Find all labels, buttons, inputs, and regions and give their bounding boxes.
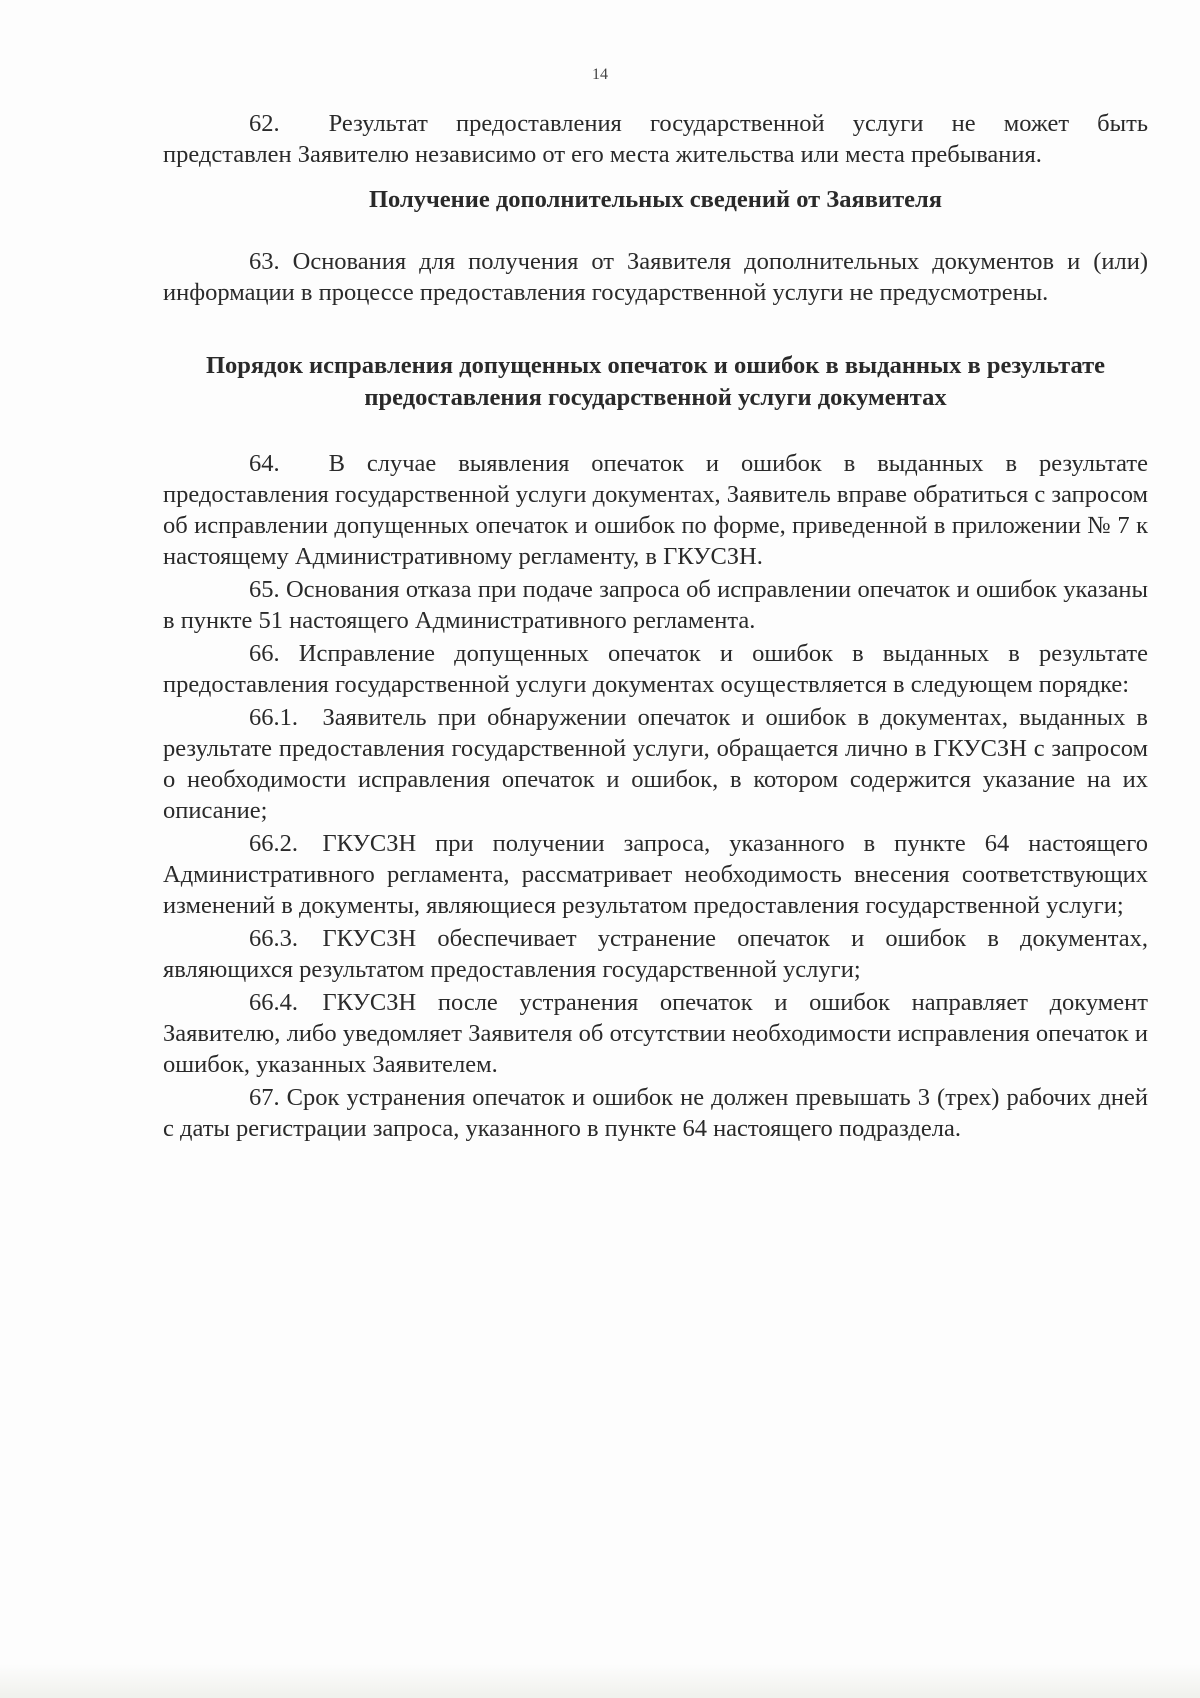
paragraph-66-3: 66.3. ГКУСЗН обеспечивает устранение опечаток и ошибок в документах, являющихся результатом предоставления государственной услуги; <box>163 925 1148 983</box>
paragraph-66: 66. Исправление допущенных опечаток и ошибок в выданных в результате предоставления государственной услуги документах осуществляется в следующем порядке: <box>163 640 1148 698</box>
section-heading-error-correction: Порядок исправления допущенных опечаток и ошибок в выданных в результате предоставления государственной услуги документах <box>205 352 1106 411</box>
document-body <box>163 108 1148 1144</box>
paragraph-62: 62. Результат предоставления государственной услуги не может быть представлен Заявителю независимо от его места жительства или места пребывания. <box>163 110 1148 168</box>
paragraph-66-4: 66.4. ГКУСЗН после устранения опечаток и ошибок направляет документ Заявителю, либо уведомляет Заявителя об отсутствии необходимости исправления опечаток и ошибок, указанных Заявителем. <box>163 989 1148 1078</box>
paragraph-66-2: 66.2. ГКУСЗН при получении запроса, указанного в пункте 64 настоящего Административного регламента, рассматривает необходимость внесения соответствующих изменений в документы, являющиеся результатом предоставления государственной услуги; <box>163 830 1148 919</box>
section-heading-additional-info: Получение дополнительных сведений от Заявителя <box>369 186 942 213</box>
paragraph-66-1: 66.1. Заявитель при обнаружении опечаток и ошибок в документах, выданных в результате предоставления государственной услуги, обращается лично в ГКУСЗН с запросом о необходимости исправления опечаток и ошибок, в котором содержится указание на их описание; <box>163 704 1148 824</box>
scan-edge-shading <box>0 1664 1200 1698</box>
page-number: 14 <box>592 66 608 83</box>
paragraph-65: 65. Основания отказа при подаче запроса об исправлении опечаток и ошибок указаны в пункте 51 настоящего Административного регламента. <box>163 576 1148 634</box>
paragraph-67: 67. Срок устранения опечаток и ошибок не должен превышать 3 (трех) рабочих дней с даты регистрации запроса, указанного в пункте 64 настоящего подраздела. <box>163 1084 1148 1142</box>
paragraph-64: 64. В случае выявления опечаток и ошибок в выданных в результате предоставления государственной услуги документах, Заявитель вправе обратиться с запросом об исправлении допущенных опечаток и ошибок по форме, приведенной в приложении № 7 к настоящему Административному регламенту, в ГКУСЗН. <box>163 450 1148 570</box>
paragraph-63: 63. Основания для получения от Заявителя дополнительных документов и (или) информации в процессе предоставления государственной услуги не предусмотрены. <box>163 248 1148 306</box>
